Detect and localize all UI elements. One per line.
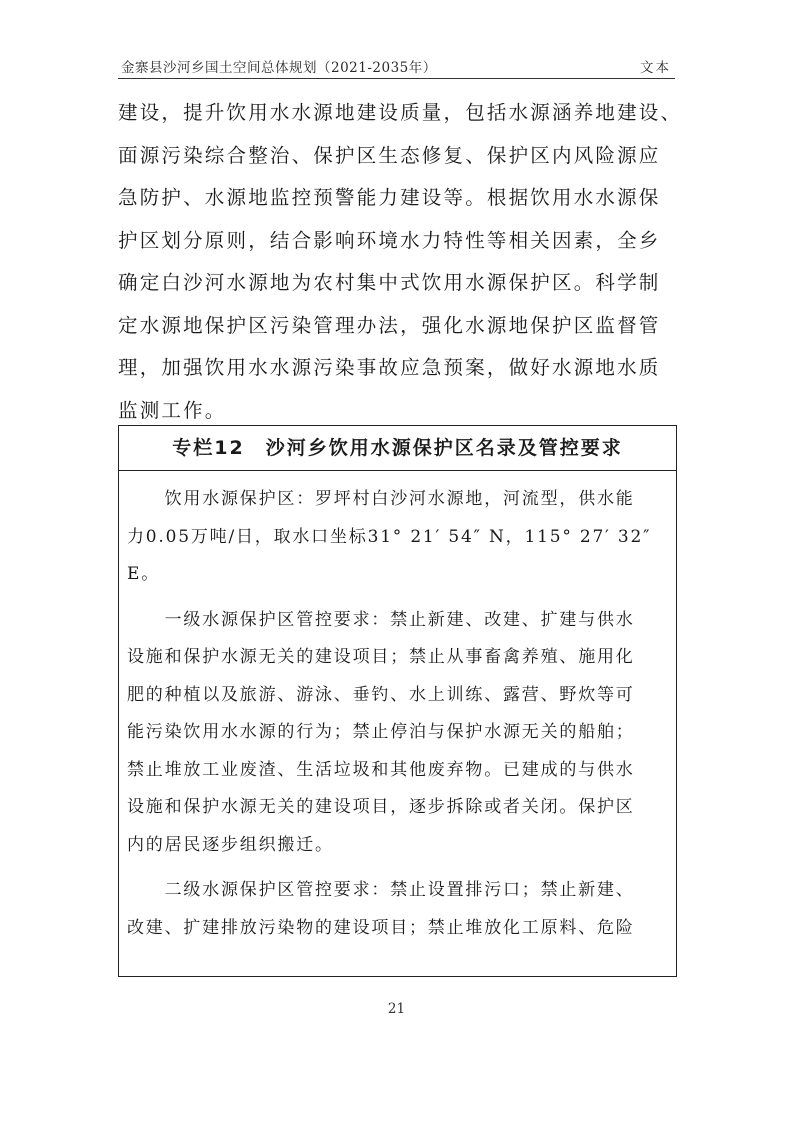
column-line: 设施和保护水源无关的建设项目；禁止从事畜禽养殖、施用化 [127,647,635,667]
body-line: 理，加强饮用水水源污染事故应急预案，做好水源地水质 [118,356,661,379]
document-title: 金寨县沙河乡国土空间总体规划（2021-2035年） [121,60,437,76]
body-paragraph [118,92,683,432]
column-line: 二级水源保护区管控要求：禁止设置排污口；禁止新建、 [127,880,635,900]
paragraph-gap [127,594,668,602]
column-box [118,425,677,977]
column-line: 一级水源保护区管控要求：禁止新建、改建、扩建与供水 [127,609,635,630]
column-line: 禁止堆放工业废渣、生活垃圾和其他废弃物。已建成的与供水 [127,759,635,780]
body-line: 护区划分原则，结合影响环境水力特性等相关因素，全乡 [118,228,661,252]
page-number: 21 [387,1001,406,1017]
column-line: 肥的种植以及旅游、游泳、垂钓、水上训练、露营、野炊等可 [127,684,635,705]
body-line: 定水源地保护区污染管理办法，强化水源地保护区监督管 [118,313,661,337]
body-line: 面源污染综合整治、保护区生态修复、保护区内风险源应 [118,143,661,167]
body-line: 确定白沙河水源地为农村集中式饮用水源保护区。科学制 [118,271,661,294]
column-line: 内的居民逐步组织搬迁。 [127,834,334,855]
column-line: 改建、扩建排放污染物的建设项目；禁止堆放化工原料、危险 [127,917,635,938]
column-paragraph-level1 [127,602,668,865]
paragraph-gap [127,864,668,872]
body-line: 监测工作。 [118,398,227,422]
column-paragraph-level2 [127,872,668,947]
column-paragraph-source [127,481,668,594]
body-line: 急防护、水源地监控预警能力建设等。根据饮用水水源保 [118,186,661,209]
column-title: 专栏12 沙河乡饮用水源保护区名录及管控要求 [119,426,676,471]
column-line: 设施和保护水源无关的建设项目，逐步拆除或者关闭。保护区 [127,797,635,817]
column-line: 能污染饮用水水源的行为；禁止停泊与保护水源无关的船舶； [127,722,635,742]
section-label: 文本 [640,60,671,76]
column-line: E。 [127,564,161,584]
column-content [119,471,676,947]
page-header [118,50,675,79]
column-line: 饮用水源保护区：罗坪村白沙河水源地，河流型，供水能 [127,489,635,509]
column-line: 力0.05万吨/日，取水口坐标31° 21′ 54″ N，115° 27′ 32″ [127,526,652,547]
body-line: 建设，提升饮用水水源地建设质量，包括水源涵养地建设、 [118,101,683,124]
